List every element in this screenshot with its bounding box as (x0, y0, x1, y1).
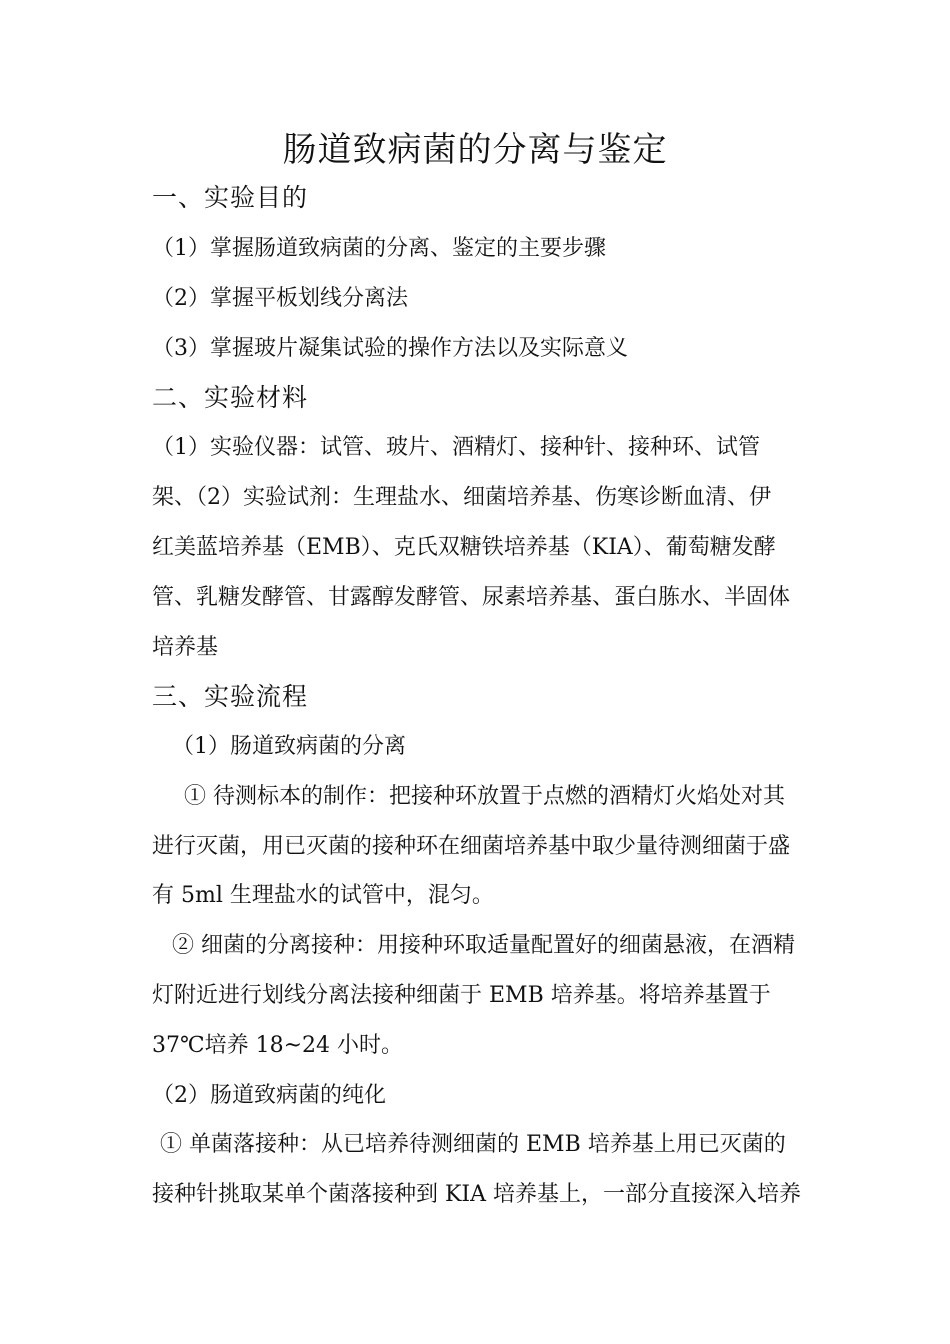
paragraph-line: 培养基 (152, 635, 219, 660)
paragraph-line: 进行灭菌，用已灭菌的接种环在细菌培养基中取少量待测细菌于盛 (152, 834, 791, 859)
paragraph-line: 管、乳糖发酵管、甘露醇发酵管、尿素培养基、蛋白胨水、半固体 (152, 585, 791, 610)
paragraph-line: （3）掌握玻片凝集试验的操作方法以及实际意义 (152, 336, 628, 361)
paragraph-line: 红美蓝培养基（EMB）、克氏双糖铁培养基（KIA）、葡萄糖发酵 (152, 535, 776, 560)
paragraph-line: 接种针挑取某单个菌落接种到 KIA 培养基上，一部分直接深入培养 (152, 1182, 802, 1207)
paragraph-line: ② 细菌的分离接种：用接种环取适量配置好的细菌悬液，在酒精 (172, 933, 795, 958)
section-heading-procedure: 三、实验流程 (152, 682, 309, 711)
paragraph-line: ① 单菌落接种：从已培养待测细菌的 EMB 培养基上用已灭菌的 (160, 1132, 786, 1157)
paragraph-line: （1）实验仪器：试管、玻片、酒精灯、接种针、接种环、试管 (152, 435, 760, 460)
paragraph-line: 灯附近进行划线分离法接种细菌于 EMB 培养基。将培养基置于 (152, 983, 771, 1008)
document-title: 肠道致病菌的分离与鉴定 (282, 130, 668, 170)
paragraph-line: ① 待测标本的制作：把接种环放置于点燃的酒精灯火焰处对其 (184, 784, 785, 809)
subheading-line: （2）肠道致病菌的纯化 (152, 1083, 386, 1108)
paragraph-line: 有 5ml 生理盐水的试管中，混匀。 (152, 883, 494, 908)
paragraph-line: （2）掌握平板划线分离法 (152, 286, 408, 311)
paragraph-line: （1）掌握肠道致病菌的分离、鉴定的主要步骤 (152, 236, 606, 261)
section-heading-materials: 二、实验材料 (152, 383, 309, 412)
paragraph-line: 37℃培养 18~24 小时。 (152, 1033, 404, 1058)
subheading-line: （1）肠道致病菌的分离 (172, 734, 406, 759)
section-heading-purpose: 一、实验目的 (152, 183, 309, 212)
paragraph-line: 架、（2）实验试剂：生理盐水、细菌培养基、伤寒诊断血清、伊 (152, 485, 771, 510)
